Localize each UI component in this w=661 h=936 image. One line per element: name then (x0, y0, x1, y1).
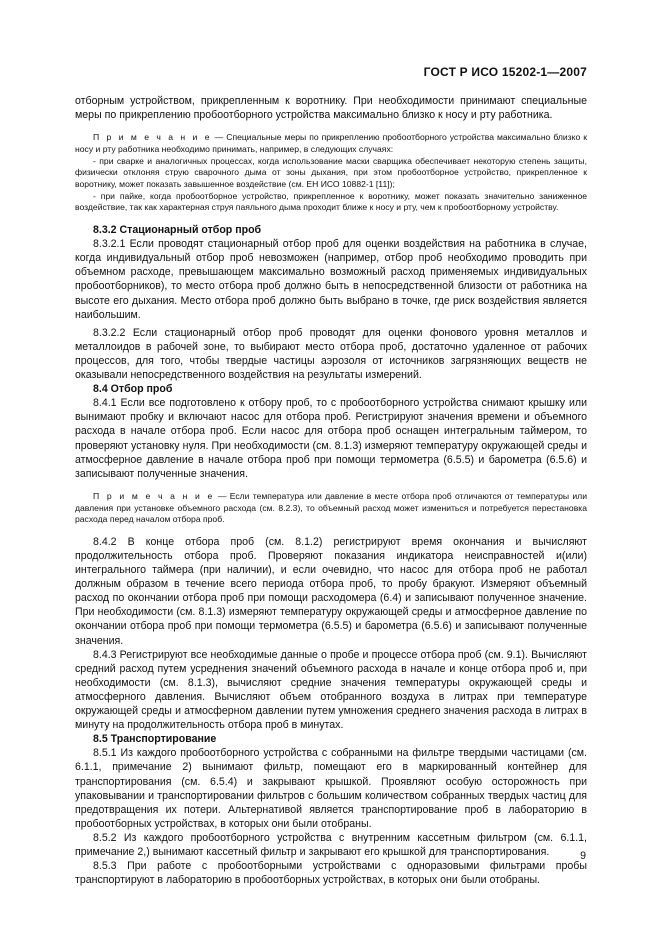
note-special-measures (75, 132, 587, 214)
document-standard-id: ГОСТ Р ИСО 15202-1—2007 (423, 65, 587, 79)
section-heading-8-3-2: 8.3.2 Стационарный отбор проб (93, 224, 262, 237)
page-number: 9 (580, 850, 586, 862)
paragraph-8-5-3: 8.5.3 При работе с пробоотборными устройствами с одноразовыми фильтрами пробы транспортируют в лабораторию в пробоотборных устройствах, в которых они были отобраны. (75, 860, 587, 887)
note-text: — Если температура или давление в месте отбора проб отличаются от температуры или давления при установке объемного расхода (см. 8.2.3), то объемный расход может измениться и потребуется перестановка расхода перед началом отбора проб. (75, 490, 587, 525)
note-text: — Специальные меры по прикреплению пробоотборного устройства максимально близко к носу и рту работника необходимо принимать, например, в следующих случаях: (75, 132, 587, 154)
paragraph-8-3-2-2: 8.3.2.2 Если стационарный отбор проб проводят для оценки фонового уровня металлов и металлоидов в рабочей зоне, то выбирают место отбора проб, достаточно удаленное от рабочих процессов, для того, чтобы твердые частицы аэрозоля от источников загрязняющих веществ не оказывали непосредственного воздействия на результаты измерений. (75, 326, 587, 382)
section-heading-8-4: 8.4 Отбор проб (93, 383, 173, 396)
note-temperature-pressure (75, 491, 587, 526)
note-label: П р и м е ч а н и е (93, 490, 215, 501)
paragraph-8-4-3: 8.4.3 Регистрируют все необходимые данные о пробе и процессе отбора проб (см. 9.1). Вычисляют средний расход путем усреднения значений объемного расхода в начале и конце отбора проб и, при необходимости (см. 8.1.3), вычисляют средние значения температуры окружающей среды и атмосферного давления. Вычисляют объем отобранного воздуха в литрах при температуре окружающей среды и атмосферном давлении путем умножения среднего значения расхода в литрах в минуту на продолжительность отбора проб в минутах. (75, 648, 587, 732)
note-list-item: - при сварке и аналогичных процессах, когда использование маски сварщика обеспечивает некоторую степень защиты, физически отклоняя струю сварочного дыма от зоны дыхания, при этом пробоотборное устройство, прикрепленное к воротнику, может показать завышенное воздействие (см. ЕН ИСО 10882-1 [11]); (75, 155, 587, 189)
section-heading-8-5: 8.5 Транспортирование (93, 733, 217, 746)
paragraph-8-3-2-1: 8.3.2.1 Если проводят стационарный отбор проб для оценки воздействия на работника в случае, когда индивидуальный отбор проб невозможен (например, отбор проб необходимо проводить при объемном расходе, превышающем максимально возможный расход применяемых индивидуальных пробоотборников), то место отбора проб должно быть в непосредственной близости от работника на высоте его дыхания. Место отбора проб должно быть выбрано в точке, где риск воздействия является наибольшим. (75, 238, 587, 321)
paragraph-8-4-2: 8.4.2 В конце отбора проб (см. 8.1.2) регистрируют время окончания и вычисляют продолжительность отбора проб. Проверяют показания индикатора неисправностей и(или) интегрального таймера (при наличии), и если очевидно, что насос для отбора проб не работал должным образом в течение всего периода отбора проб, то пробу бракуют. Измеряют объемный расход по окончании отбора проб при помощи расходомера (6.4) и записывают полученное значение. При необходимости (см. 8.1.3) измеряют температуру окружающей среды и атмосферное давление по окончании отбора проб при помощи термометра (6.5.5) и барометра (6.5.6) и записывают полученные значения. (75, 535, 587, 647)
paragraph-intro: отборным устройством, прикрепленным к воротнику. При необходимости принимают специальные меры по прикреплению пробоотборного устройства максимально близко к носу и рту работника. (75, 95, 587, 122)
paragraph-8-5-1: 8.5.1 Из каждого пробоотборного устройства с собранными на фильтре твердыми частицами (см. 6.1.1, примечание 2) вынимают фильтр, помещают его в маркированный контейнер для транспортирования (см. 6.5.4) и закрывают крышкой. Проявляют особую осторожность при упаковывании и транспортировании фильтров с большим количеством собранных твердых частиц для предотвращения их потери. Альтернативой является транспортирование проб в лабораторию в пробоотборных устройствах, в которых они были отобраны. (75, 747, 587, 830)
note-label: П р и м е ч а н и е (93, 132, 212, 143)
document-body (75, 94, 587, 887)
paragraph-8-4-1: 8.4.1 Если все подготовлено к отбору проб, то с пробоотборного устройства снимают крышку или вынимают пробку и включают насос для отбора проб. Регистрируют значения времени и объемного расхода в начале отбора проб. Если насос для отбора проб оснащен интегральным таймером, то проверяют установку нуля. При необходимости (см. 8.1.3) измеряют температуру окружающей среды и атмосферное давление в начале отбора проб при помощи термометра (6.5.5) и барометра (6.5.6) и записывают полученные значения. (75, 397, 587, 480)
note-list-item: - при пайке, когда пробоотборное устройство, прикрепленное к воротнику, может показать значительно заниженное воздействие, так как характерная струя паяльного дыма проходит ближе к носу и рту, чем к пробоотборному устройству. (75, 190, 587, 213)
paragraph-8-5-2: 8.5.2 Из каждого пробоотборного устройства с внутренним кассетным фильтром (см. 6.1.1, примечание 2,) вынимают кассетный фильтр и закрывают его крышкой для транспортирования. (75, 831, 587, 858)
